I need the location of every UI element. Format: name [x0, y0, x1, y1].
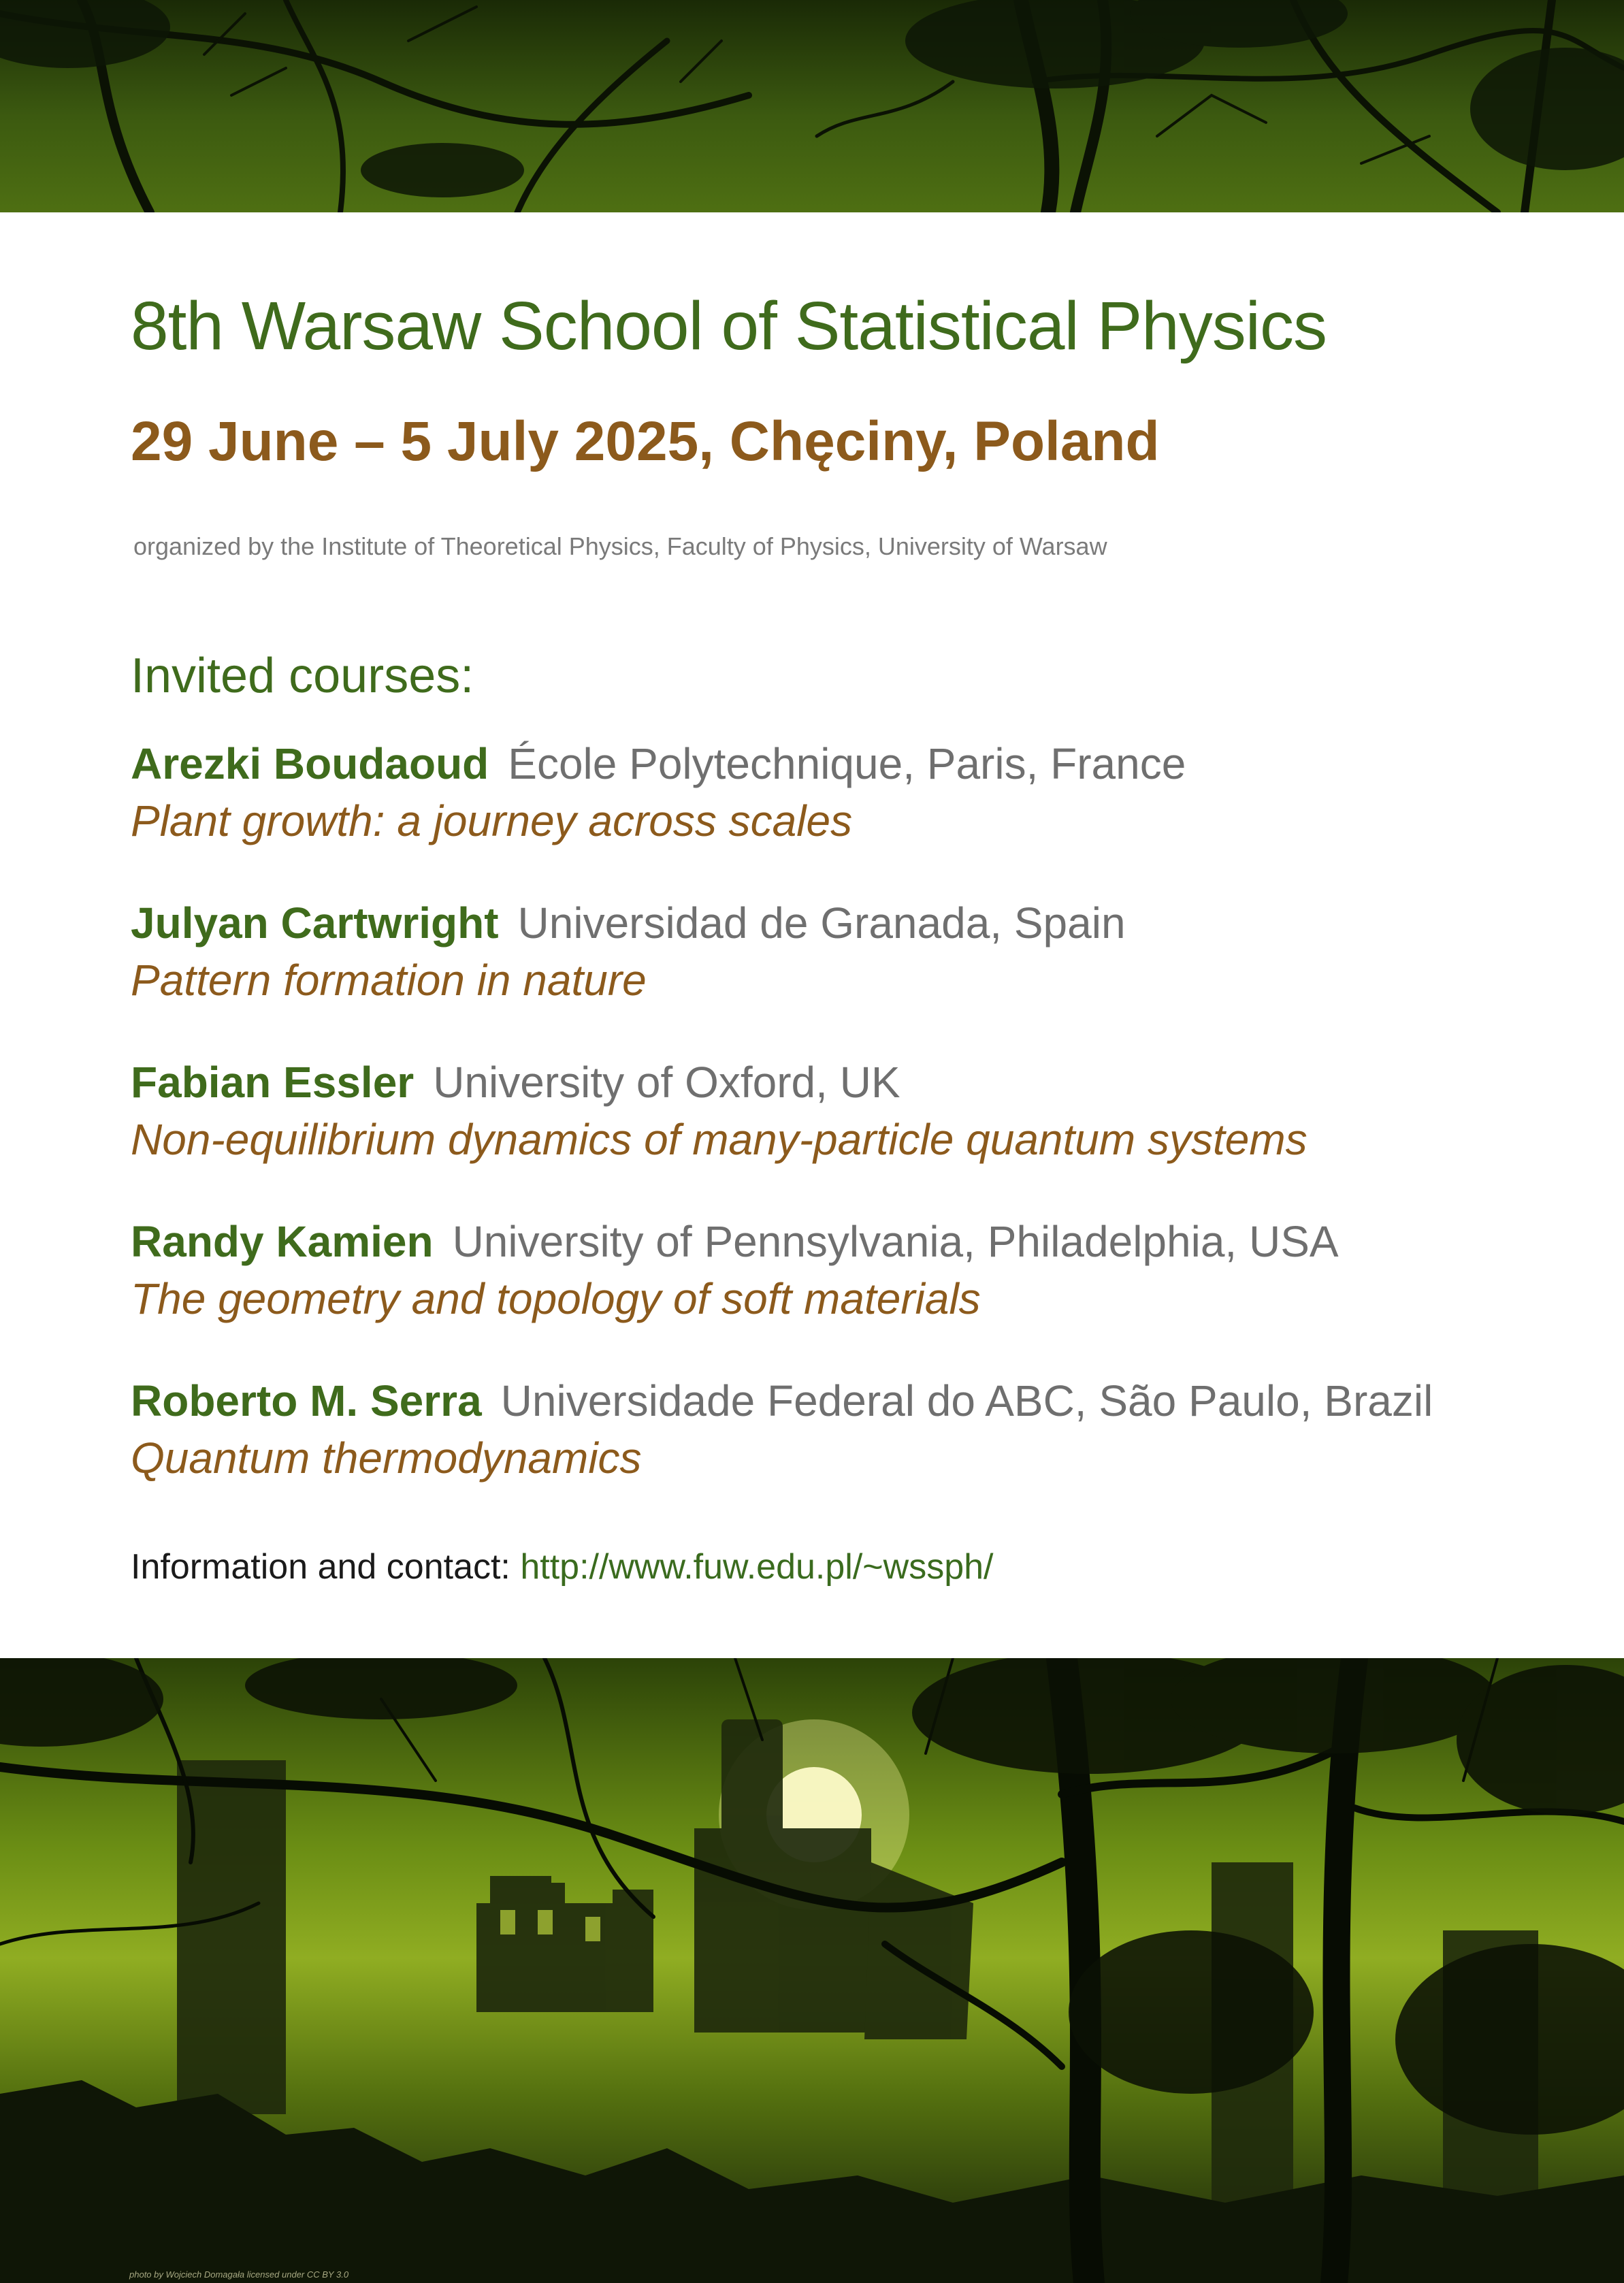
course-title: Non-equilibrium dynamics of many-particle quantum systems	[131, 1115, 1308, 1164]
lecturer-name: Randy Kamien	[131, 1217, 434, 1266]
photo-credit: photo by Wojciech Domagała licensed under CC BY 3.0	[129, 2269, 349, 2280]
lecturer-line	[131, 1217, 1339, 1266]
lecturer-entry	[131, 1372, 1433, 1487]
lecturer-entry	[131, 735, 1186, 849]
sunset-castle-photo	[0, 1658, 1624, 2283]
course-title: The geometry and topology of soft materials	[131, 1274, 981, 1323]
lecturer-name: Arezki Boudaoud	[131, 739, 489, 788]
lecturer-entry	[131, 894, 1126, 1009]
lecturer-line	[131, 1058, 900, 1107]
lecturer-affiliation: University of Pennsylvania, Philadelphia, USA	[452, 1217, 1339, 1266]
lecturer-line	[131, 1376, 1433, 1425]
lecturer-line	[131, 739, 1186, 788]
contact-url-link[interactable]: http://www.fuw.edu.pl/~wssph/	[520, 1547, 994, 1587]
lecturer-affiliation: University of Oxford, UK	[433, 1058, 900, 1107]
organizer-line: organized by the Institute of Theoretical Physics, Faculty of Physics, University of Warsaw	[133, 532, 1107, 560]
header-tree-photo	[0, 0, 1624, 212]
course-title: Quantum thermodynamics	[131, 1434, 642, 1483]
poster-dates: 29 June – 5 July 2025, Chęciny, Poland	[131, 410, 1160, 472]
lecturer-affiliation: Universidad de Granada, Spain	[517, 898, 1126, 948]
lecturer-affiliation: Universidade Federal do ABC, São Paulo, Brazil	[500, 1376, 1433, 1425]
lecturer-entry	[131, 1213, 1339, 1327]
lecturer-name: Fabian Essler	[131, 1058, 415, 1107]
courses-heading: Invited courses:	[131, 649, 474, 703]
contact-line	[131, 1547, 994, 1587]
lecturer-affiliation: École Polytechnique, Paris, France	[508, 739, 1186, 788]
course-title: Pattern formation in nature	[131, 956, 647, 1005]
contact-label: Information and contact:	[131, 1547, 510, 1587]
poster-content	[0, 212, 1624, 1658]
course-title: Plant growth: a journey across scales	[131, 796, 853, 845]
lecturer-entry	[131, 1054, 1308, 1168]
lecturer-name: Roberto M. Serra	[131, 1376, 482, 1425]
lecturer-line	[131, 898, 1126, 948]
poster-title: 8th Warsaw School of Statistical Physics	[131, 288, 1327, 364]
lecturer-name: Julyan Cartwright	[131, 898, 499, 948]
